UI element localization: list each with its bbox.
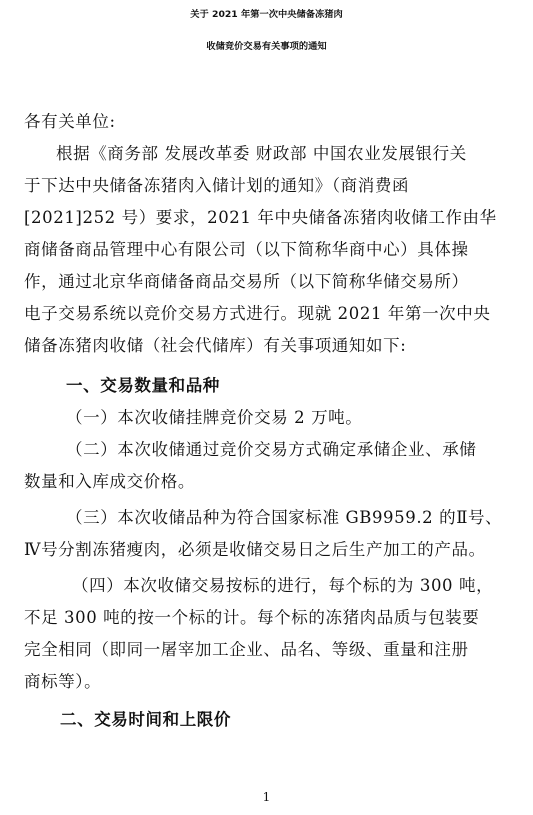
intro-line: 电子交易系统以竞价交易方式进行。现就 2021 年第一次中央 xyxy=(24,304,491,323)
document-title-line-1: 关于 2021 年第一次中央储备冻猪肉 xyxy=(190,9,343,20)
salutation: 各有关单位: xyxy=(24,112,116,131)
section-heading-2: 二、交易时间和上限价 xyxy=(60,710,231,729)
intro-line: 作，通过北京华商储备商品交易所（以下简称华储交易所） xyxy=(24,272,469,291)
section1-line: （二）本次收储通过竞价交易方式确定承储企业、承储 xyxy=(66,440,477,459)
section1-line: 不足 300 吨的按一个标的计。每个标的冻猪肉品质与包装要 xyxy=(24,608,480,627)
document-title-line-2: 收储竞价交易有关事项的通知 xyxy=(206,41,327,52)
section1-line: （三）本次收储品种为符合国家标准 GB9959.2 的Ⅱ号、 xyxy=(66,508,503,527)
intro-line: 储备冻猪肉收储（社会代储库）有关事项通知如下: xyxy=(24,336,407,355)
section1-line: Ⅳ号分割冻猪瘦肉，必须是收储交易日之后生产加工的产品。 xyxy=(24,540,486,559)
section1-line: 数量和入库成交价格。 xyxy=(24,472,195,491)
intro-line: 于下达中央储备冻猪肉入储计划的通知》（商消费函 xyxy=(24,176,410,195)
page-number: 1 xyxy=(262,790,271,804)
intro-line: [2021]252 号）要求，2021 年中央储备冻猪肉收储工作由华 xyxy=(24,208,497,227)
section1-line: 商标等）。 xyxy=(24,672,102,691)
intro-line: 根据《商务部 发展改革委 财政部 中国农业发展银行关 xyxy=(56,144,467,163)
section1-line: （四）本次收储交易按标的进行，每个标的为 300 吨， xyxy=(72,576,494,595)
section-heading-1: 一、交易数量和品种 xyxy=(66,376,220,395)
section1-line: （一）本次收储挂牌竞价交易 2 万吨。 xyxy=(66,408,363,427)
section1-line: 完全相同（即同一屠宰加工企业、品名、等级、重量和注册 xyxy=(24,640,469,659)
intro-line: 商储备商品管理中心有限公司（以下简称华商中心）具体操 xyxy=(24,240,469,259)
